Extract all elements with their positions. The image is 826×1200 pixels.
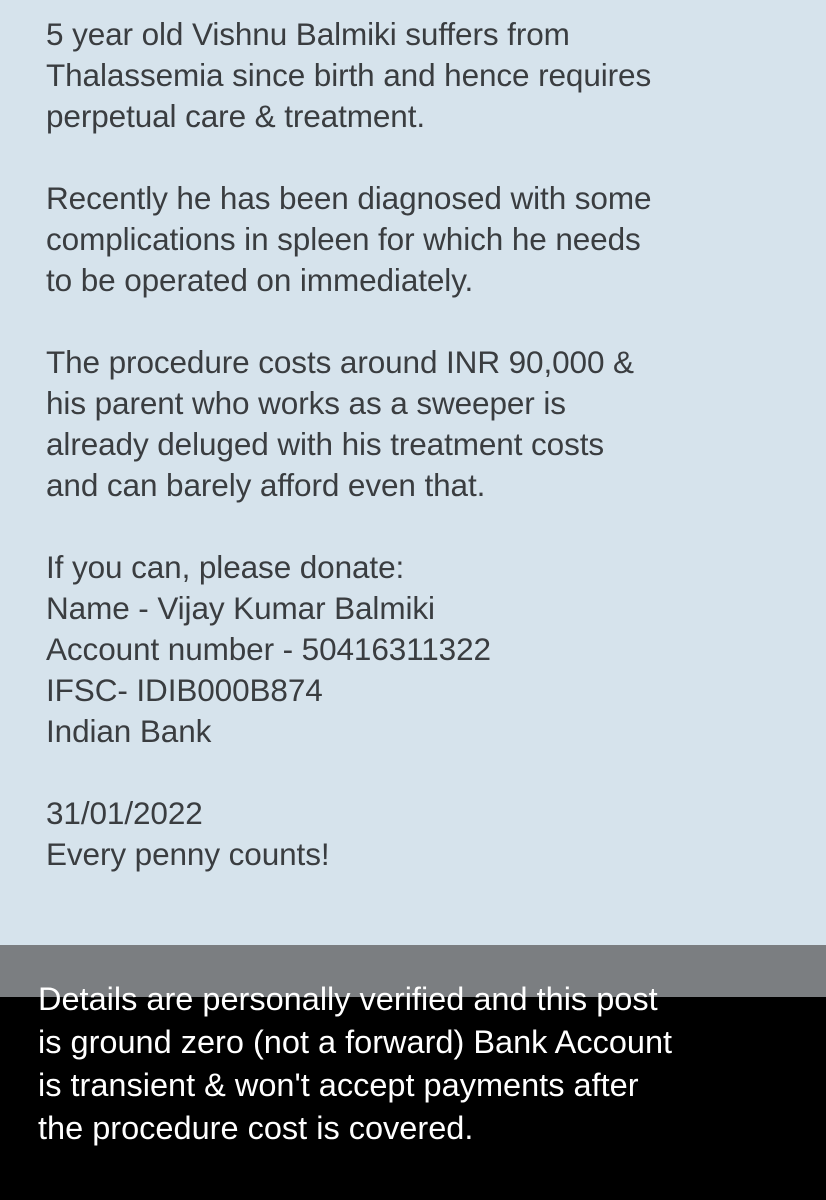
closing-line: Every penny counts!: [46, 836, 330, 872]
message-body: [46, 14, 806, 875]
account-name: Name - Vijay Kumar Balmiki: [46, 590, 435, 626]
account-number: Account number - 50416311322: [46, 631, 491, 667]
bank-name: Indian Bank: [46, 713, 212, 749]
verification-note: Details are personally verified and this post is ground zero (not a forward) Bank Account is transient & won't accept payments after the procedure cost is covered.: [38, 981, 673, 1146]
post-date: 31/01/2022: [46, 795, 203, 831]
donate-intro: If you can, please donate:: [46, 549, 405, 585]
paragraph-cost: The procedure costs around INR 90,000 & his parent who works as a sweeper is already deluged with his treatment costs and can barely afford even that.: [46, 344, 634, 503]
paragraph-condition: 5 year old Vishnu Balmiki suffers from Thalassemia since birth and hence requires perpetual care & treatment.: [46, 16, 652, 134]
ifsc-code: IFSC- IDIB000B874: [46, 672, 323, 708]
donation-details: [46, 547, 806, 752]
paragraph-diagnosis: Recently he has been diagnosed with some complications in spleen for which he needs to be operated on immediately.: [46, 180, 652, 298]
